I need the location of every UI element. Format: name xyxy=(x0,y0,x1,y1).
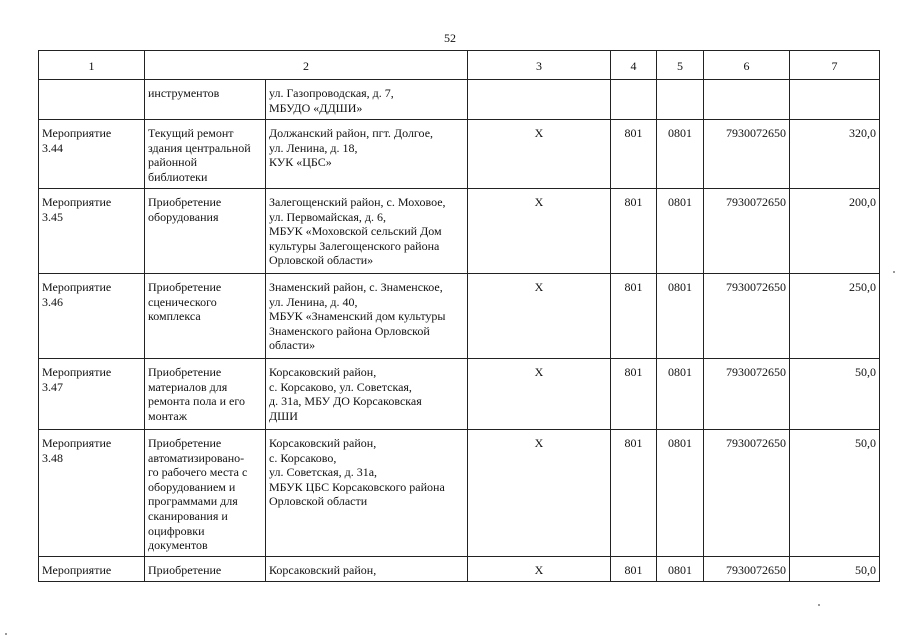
table-header-row xyxy=(39,51,880,80)
measure-cell xyxy=(39,80,145,120)
col4-cell xyxy=(611,120,657,189)
col4-cell-text: 801 xyxy=(624,562,643,577)
table-row xyxy=(39,120,880,189)
col4-cell-text: 801 xyxy=(624,195,643,209)
measure-cell xyxy=(39,274,145,359)
measure-cell xyxy=(39,556,145,581)
col3-cell xyxy=(468,189,611,274)
col4-cell xyxy=(611,430,657,557)
col3-cell xyxy=(468,274,611,359)
col5-cell xyxy=(657,430,704,557)
address-cell-text: Корсаковский район, с. Корсаково, ул. Советская, д. 31а, МБУ ДО Корсаковская ДШИ xyxy=(269,365,422,423)
col6-cell xyxy=(704,359,790,430)
col4-cell xyxy=(611,359,657,430)
measure-cell-text: Мероприятие 3.47 xyxy=(42,365,112,394)
measure-name-cell-text: инструментов xyxy=(148,86,220,100)
table-row xyxy=(39,556,880,581)
header-col-7: 7 xyxy=(790,51,880,80)
col4-cell-text: 801 xyxy=(624,280,643,294)
measure-name-cell xyxy=(145,359,266,430)
page-number: 52 xyxy=(444,31,456,45)
measure-name-cell-text: Приобретение материалов для ремонта пола и его монтаж xyxy=(148,365,246,423)
col3-cell xyxy=(468,556,611,581)
col7-cell xyxy=(790,80,880,120)
col6-cell-text: 7930072650 xyxy=(726,195,786,209)
col5-cell xyxy=(657,120,704,189)
col7-cell xyxy=(790,274,880,359)
col4-cell xyxy=(611,189,657,274)
measure-name-cell xyxy=(145,189,266,274)
table-row xyxy=(39,80,880,120)
col5-cell-text: 0801 xyxy=(668,126,692,140)
col7-cell-text: 250,0 xyxy=(849,280,876,294)
col6-cell xyxy=(704,120,790,189)
col7-cell xyxy=(790,556,880,581)
col3-cell xyxy=(468,359,611,430)
col6-cell-text: 7930072650 xyxy=(726,562,786,577)
col7-cell xyxy=(790,189,880,274)
col6-cell xyxy=(704,430,790,557)
col5-cell xyxy=(657,80,704,120)
measure-name-cell xyxy=(145,430,266,557)
measure-name-cell-text: Приобретение xyxy=(148,562,222,577)
address-cell xyxy=(266,556,468,581)
col3-cell-text: Х xyxy=(534,436,544,450)
header-col-4: 4 xyxy=(611,51,657,80)
measure-cell xyxy=(39,189,145,274)
table-row xyxy=(39,359,880,430)
col7-cell-text: 320,0 xyxy=(849,126,876,140)
col3-cell-text: Х xyxy=(534,195,544,209)
header-col-2: 2 xyxy=(145,51,468,80)
col7-cell-text: 200,0 xyxy=(849,195,876,209)
col6-cell xyxy=(704,80,790,120)
measure-name-cell xyxy=(145,556,266,581)
scan-speck xyxy=(893,271,895,273)
col7-cell xyxy=(790,430,880,557)
col5-cell-text: 0801 xyxy=(668,280,692,294)
col6-cell-text: 7930072650 xyxy=(726,365,786,379)
col3-cell-text: Х xyxy=(534,126,544,140)
col6-cell xyxy=(704,189,790,274)
address-cell xyxy=(266,430,468,557)
col6-cell-text: 7930072650 xyxy=(726,436,786,450)
col6-cell-text: 7930072650 xyxy=(726,126,786,140)
col7-cell-text: 50,0 xyxy=(855,436,876,450)
measure-cell-text: Мероприятие 3.46 xyxy=(42,280,112,309)
col7-cell xyxy=(790,359,880,430)
col5-cell-text: 0801 xyxy=(668,195,692,209)
col6-cell xyxy=(704,274,790,359)
col3-cell xyxy=(468,430,611,557)
col5-cell xyxy=(657,274,704,359)
address-cell-text: Залегощенский район, с. Моховое, ул. Первомайская, д. 6, МБУК «Моховской сельский Дом культуры Залегощенского района Орловской области» xyxy=(269,195,446,268)
col4-cell-text: 801 xyxy=(624,365,643,379)
scan-speck xyxy=(818,604,820,606)
measure-cell-text: Мероприятие 3.45 xyxy=(42,195,112,224)
measure-cell xyxy=(39,120,145,189)
col7-cell xyxy=(790,120,880,189)
measure-name-cell-text: Текущий ремонт здания центральной районной библиотеки xyxy=(148,126,251,184)
col4-cell xyxy=(611,556,657,581)
col5-cell xyxy=(657,189,704,274)
budget-measures-table xyxy=(38,50,880,582)
col5-cell xyxy=(657,359,704,430)
col3-cell xyxy=(468,80,611,120)
measure-name-cell xyxy=(145,274,266,359)
address-cell-text: Корсаковский район, с. Корсаково, ул. Советская, д. 31а, МБУК ЦБС Корсаковского района Орловской области xyxy=(269,436,445,509)
address-cell-text: Знаменский район, с. Знаменское, ул. Ленина, д. 40, МБУК «Знаменский дом культуры Знаменского района Орловской области» xyxy=(269,280,446,353)
address-cell xyxy=(266,359,468,430)
col4-cell-text: 801 xyxy=(624,436,643,450)
col5-cell-text: 0801 xyxy=(668,562,692,577)
measure-name-cell xyxy=(145,80,266,120)
measure-cell-text: Мероприятие 3.44 xyxy=(42,126,112,155)
table-row xyxy=(39,430,880,557)
header-col-5: 5 xyxy=(657,51,704,80)
col5-cell-text: 0801 xyxy=(668,365,692,379)
col3-cell xyxy=(468,120,611,189)
address-cell xyxy=(266,120,468,189)
header-col-6: 6 xyxy=(704,51,790,80)
col6-cell-text: 7930072650 xyxy=(726,280,786,294)
col3-cell-text: Х xyxy=(534,280,544,294)
col7-cell-text: 50,0 xyxy=(855,365,876,379)
col4-cell xyxy=(611,274,657,359)
address-cell xyxy=(266,80,468,120)
scan-speck xyxy=(5,633,7,635)
col3-cell-text: Х xyxy=(534,365,544,379)
measure-cell xyxy=(39,430,145,557)
measure-name-cell-text: Приобретение автоматизировано- го рабочего места с оборудованием и программами для сканирования и оцифровки документов xyxy=(148,436,248,553)
address-cell-text: Корсаковский район, xyxy=(269,562,377,577)
col6-cell xyxy=(704,556,790,581)
header-col-1: 1 xyxy=(39,51,145,80)
measure-cell-text: Мероприятие 3.48 xyxy=(42,436,112,465)
table-row xyxy=(39,189,880,274)
measure-name-cell-text: Приобретение оборудования xyxy=(148,195,222,224)
address-cell xyxy=(266,274,468,359)
header-col-3: 3 xyxy=(468,51,611,80)
col3-cell-text: Х xyxy=(534,562,544,577)
address-cell xyxy=(266,189,468,274)
address-cell-text: ул. Газопроводская, д. 7, МБУДО «ДДШИ» xyxy=(269,86,394,115)
col5-cell xyxy=(657,556,704,581)
col5-cell-text: 0801 xyxy=(668,436,692,450)
measure-cell-text: Мероприятие xyxy=(42,562,112,577)
measure-name-cell-text: Приобретение сценического комплекса xyxy=(148,280,222,324)
col4-cell-text: 801 xyxy=(624,126,643,140)
measure-name-cell xyxy=(145,120,266,189)
col7-cell-text: 50,0 xyxy=(855,562,876,577)
address-cell-text: Должанский район, пгт. Долгое, ул. Ленина, д. 18, КУК «ЦБС» xyxy=(269,126,434,170)
measure-cell xyxy=(39,359,145,430)
col4-cell xyxy=(611,80,657,120)
table-row xyxy=(39,274,880,359)
